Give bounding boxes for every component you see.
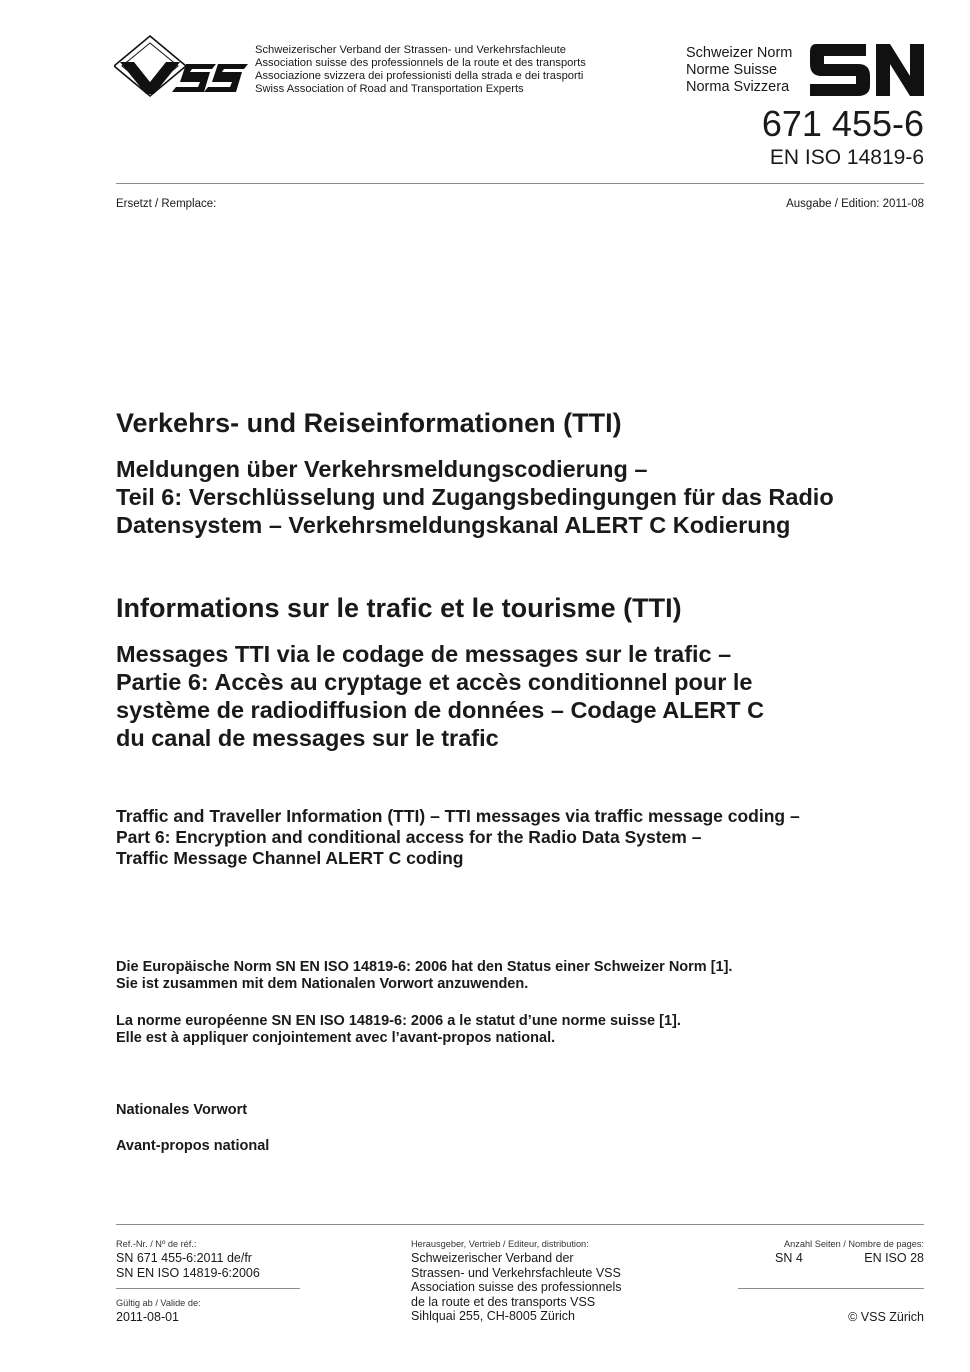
vss-logo (114, 34, 248, 103)
publisher-line: Schweizerischer Verband der (411, 1251, 574, 1265)
publisher-label: Herausgeber, Vertrieb / Editeur, distribution: (411, 1239, 589, 1249)
norm-name: Norma Svizzera (686, 79, 790, 95)
status-note-fr (116, 1013, 681, 1047)
norm-name: Norme Suisse (686, 62, 778, 78)
title-en-line: Traffic and Traveller Information (TTI) – TTI messages via traffic message coding – (116, 806, 800, 826)
status-note-line: Die Europäische Norm SN EN ISO 14819-6: 2006 hat den Status einer Schweizer Norm [1]. (116, 959, 733, 975)
subtitle-de (116, 455, 834, 539)
copyright: © VSS Zürich (848, 1310, 924, 1324)
norm-name: Schweizer Norm (686, 45, 793, 61)
pages-iso: EN ISO 28 (864, 1251, 924, 1265)
title-en-line: Traffic Message Channel ALERT C coding (116, 848, 464, 868)
subtitle-fr-line: Messages TTI via le codage de messages sur le trafic – (116, 641, 732, 667)
subtitle-fr (116, 640, 764, 752)
association-line: Association suisse des professionnels de la route et des transports (255, 57, 586, 69)
association-names (255, 44, 586, 96)
publisher-line: Strassen- und Verkehrsfachleute VSS (411, 1265, 621, 1280)
publisher-address (411, 1251, 622, 1324)
publisher-line: de la route et des transports VSS (411, 1294, 596, 1309)
title-en (116, 806, 800, 869)
valid-value: 2011-08-01 (116, 1310, 180, 1324)
valid-label: Gültig ab / Valide de: (116, 1298, 201, 1308)
subtitle-fr-line: Partie 6: Accès au cryptage et accès conditionnel pour le (116, 669, 753, 695)
association-line: Swiss Association of Road and Transportation Experts (255, 83, 524, 95)
ref-label: Ref.-Nr. / Nº de réf.: (116, 1239, 197, 1249)
pages-label: Anzahl Seiten / Nombre de pages: (784, 1239, 924, 1249)
standard-number: 671 455-6 (761, 103, 924, 144)
footer-divider (116, 1224, 924, 1225)
association-line: Schweizerischer Verband der Strassen- und Verkehrsfachleute (255, 44, 566, 56)
association-line: Associazione svizzera dei professionisti della strada e dei trasporti (255, 70, 584, 82)
subtitle-de-line: Datensystem – Verkehrsmeldungskanal ALERT C Kodierung (116, 512, 791, 538)
status-note-de (116, 959, 732, 993)
foreword-fr: Avant-propos national (116, 1138, 270, 1154)
iso-number: EN ISO 14819-6 (769, 146, 924, 169)
subtitle-de-line: Meldungen über Verkehrsmeldungscodierung – (116, 456, 648, 482)
ref-value: SN 671 455-6:2011 de/fr (116, 1251, 252, 1265)
title-fr: Informations sur le trafic et le tourisme (TTI) (116, 593, 682, 623)
publisher-line: Association suisse des professionnels (411, 1280, 622, 1294)
status-note-line: La norme européenne SN EN ISO 14819-6: 2006 a le statut d’une norme suisse [1]. (116, 1013, 681, 1029)
subtitle-de-line: Teil 6: Verschlüsselung und Zugangsbedingungen für das Radio (116, 484, 834, 510)
header-divider (116, 183, 924, 184)
ref-divider (116, 1288, 300, 1289)
status-note-line: Elle est à appliquer conjointement avec l’avant-propos national. (116, 1030, 556, 1046)
subtitle-fr-line: système de radiodiffusion de données – Codage ALERT C (116, 697, 765, 723)
sn-logo (810, 44, 926, 101)
foreword-de: Nationales Vorwort (116, 1102, 248, 1118)
subtitle-fr-line: du canal de messages sur le trafic (116, 725, 499, 751)
publisher-line: Sihlquai 255, CH-8005 Zürich (411, 1309, 575, 1323)
pages-sn: SN 4 (775, 1251, 803, 1265)
replaces-label: Ersetzt / Remplace: (116, 198, 217, 210)
pages-divider (738, 1288, 924, 1289)
status-note-line: Sie ist zusammen mit dem Nationalen Vorwort anzuwenden. (116, 976, 529, 992)
title-en-line: Part 6: Encryption and conditional access for the Radio Data System – (116, 827, 702, 847)
norm-names (686, 45, 792, 96)
ref-value: SN EN ISO 14819-6:2006 (116, 1266, 260, 1280)
edition-label: Ausgabe / Edition: 2011-08 (786, 198, 924, 210)
title-de: Verkehrs- und Reiseinformationen (TTI) (116, 408, 622, 438)
